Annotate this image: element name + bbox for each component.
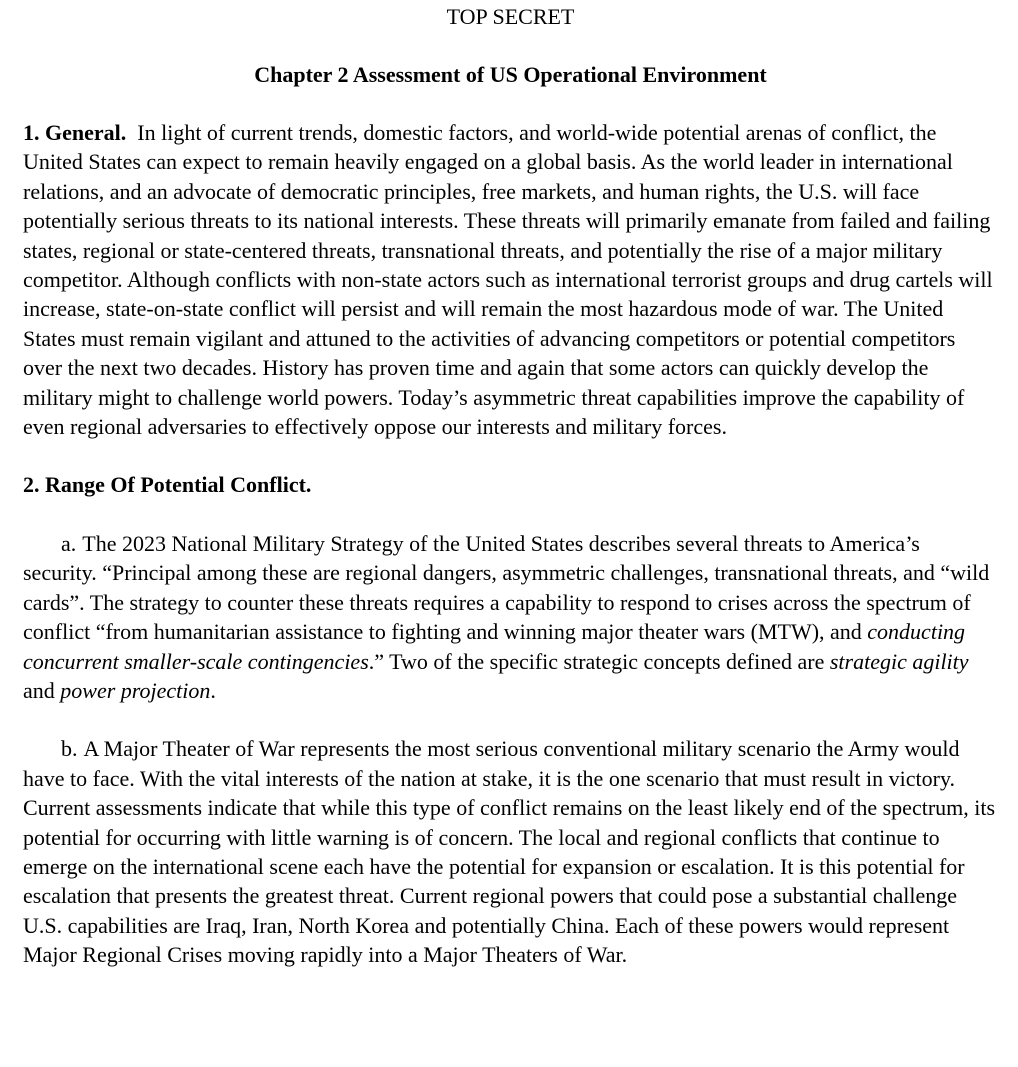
subsection-a-text-4: . [210, 677, 216, 703]
subsection-a-text-2: .” Two of the specific strategic concepts defined are [368, 648, 830, 674]
section-general-heading: 1. General. [23, 120, 127, 145]
subsection-a-italic-2: strategic agility [829, 648, 969, 674]
subsection-b [23, 734, 998, 969]
classification-marking: TOP SECRET [446, 4, 575, 29]
subsection-a-text-1: The 2023 National Military Strategy of the United States describes several threats to America’s security. “Principal among these are regional dangers, asymmetric challenges, transnational threats, and “wild cards”. The strategy to counter these threats requires a capability to respond to crises across the spectrum of conflict “from humanitarian assistance to fighting and winning major theater wars (MTW), and [23, 530, 990, 645]
subsection-a-italic-3: power projection [60, 677, 211, 703]
section-range-heading: 2. Range Of Potential Conflict. [23, 472, 312, 498]
section-general-text: In light of current trends, domestic factors, and world-wide potential arenas of conflict, the United States can expect to remain heavily engaged on a global basis. As the world leader in international relations, and an advocate of democratic principles, free markets, and human rights, the U.S. will face potentially serious threats to its national interests. These threats will primarily emanate from failed and failing states, regional or state-centered threats, transnational threats, and potentially the rise of a major military competitor. Although conflicts with non-state actors such as international terrorist groups and drug cartels will increase, state-on-state conflict will persist and will remain the most hazardous mode of war. The United States must remain vigilant and attuned to the activities of advancing competitors or potential competitors over the next two decades. History has proven time and again that some actors can quickly develop the military might to challenge world powers. Today’s asymmetric threat capabilities improve the capability of even regional adversaries to effectively oppose our interests and military forces. [23, 120, 993, 440]
subsection-a [23, 529, 998, 705]
subsection-b-label: b. [61, 736, 78, 762]
document-page [23, 0, 998, 1047]
subsection-b-text: A Major Theater of War represents the most serious conventional military scenario the Army would have to face. With the vital interests of the nation at stake, it is the one scenario that must result in victory. Current assessments indicate that while this type of conflict remains on the least likely end of the spectrum, its potential for occurring with little warning is of concern. The local and regional conflicts that continue to emerge on the international scene each have the potential for expansion or escalation. It is this potential for escalation that presents the greatest threat. Current regional powers that could pose a substantial challenge U.S. capabilities are Iraq, Iran, North Korea and potentially China. Each of these powers would represent Major Regional Crises moving rapidly into a Major Theaters of War. [23, 736, 996, 968]
subsection-a-italic-1: conducting concurrent smaller-scale contingencies [23, 619, 966, 674]
section-general [23, 118, 998, 441]
subsection-a-text-3: and [23, 677, 61, 703]
chapter-title: Chapter 2 Assessment of US Operational Environment [254, 62, 767, 87]
subsection-a-label: a. [61, 530, 77, 556]
